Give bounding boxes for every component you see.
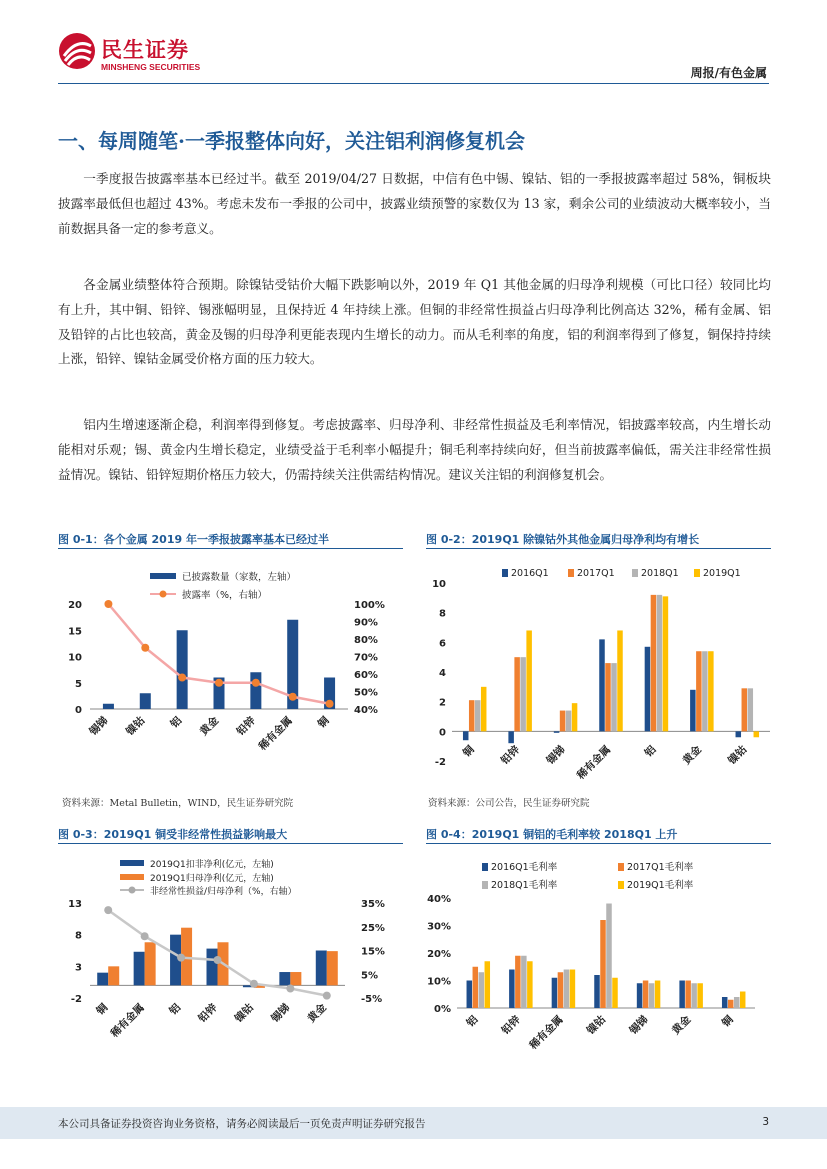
bar-2016q1 xyxy=(554,731,560,732)
report-type: 周报/有色金属 xyxy=(690,66,767,80)
bar-2016q1毛利率 xyxy=(467,981,473,1009)
category-label: 铜 xyxy=(94,1001,111,1018)
legend-swatch xyxy=(568,569,574,577)
legend-label: 2019Q1扣非净利(亿元，左轴) xyxy=(150,860,274,870)
legend-swatch xyxy=(502,569,508,577)
bar-2016q1 xyxy=(508,731,514,743)
bar-2018q1 xyxy=(520,657,526,731)
y-tick-right: 35% xyxy=(361,899,385,910)
figure-4-title: 图 0-4：2019Q1 铜铝的毛利率较 2018Q1 上升 xyxy=(426,828,678,841)
bar-2018q1毛利率 xyxy=(649,983,655,1008)
legend-marker xyxy=(129,887,136,894)
bar-net-profit xyxy=(327,951,338,985)
bar-2016q1 xyxy=(690,690,696,732)
bar-2019q1毛利率 xyxy=(612,978,618,1008)
y-tick: 10 xyxy=(432,579,446,590)
bar-deducted-profit xyxy=(207,949,218,986)
chart-gross-margin xyxy=(420,850,775,1100)
y-tick-left: 20 xyxy=(68,600,82,611)
bar-2018q1毛利率 xyxy=(691,983,697,1008)
figure-2-source: 资料来源：公司公告，民生证券研究院 xyxy=(428,798,590,809)
bar-2019q1毛利率 xyxy=(740,992,746,1009)
bar-2019q1毛利率 xyxy=(570,970,576,1009)
y-tick-right: 100% xyxy=(354,600,385,611)
y-tick-left: 15 xyxy=(68,626,82,638)
footer-disclaimer: 本公司具备证券投资咨询业务资格，请务必阅读最后一页免责声明证券研究报告 xyxy=(58,1118,426,1130)
category-label: 铝 xyxy=(168,714,185,731)
category-label: 铜 xyxy=(460,743,477,760)
bar-2017q1毛利率 xyxy=(515,956,521,1008)
y-tick: 0% xyxy=(434,1004,451,1015)
category-label: 铜 xyxy=(315,714,332,731)
category-label: 黄金 xyxy=(197,714,222,738)
category-label: 稀有金属 xyxy=(527,1013,566,1052)
category-label: 镍钴 xyxy=(232,1001,257,1025)
legend-swatch xyxy=(618,863,624,871)
point-disclosure-rate xyxy=(215,679,223,687)
bar-deducted-profit xyxy=(134,952,145,986)
bar-2018q1 xyxy=(611,663,617,731)
legend-label: 2019Q1归母净利(亿元，左轴) xyxy=(150,874,274,884)
y-tick: 0 xyxy=(439,727,446,739)
point-disclosure-rate xyxy=(252,679,260,687)
legend-swatch xyxy=(694,569,700,577)
y-tick: -2 xyxy=(434,757,446,768)
point-nonrecurring-ratio xyxy=(141,932,149,940)
bar-2016q1 xyxy=(599,639,605,731)
bar-2018q1 xyxy=(475,700,481,731)
y-tick-left: 13 xyxy=(68,899,82,910)
category-label: 黄金 xyxy=(669,1013,694,1037)
category-label: 铝 xyxy=(464,1013,481,1030)
category-label: 黄金 xyxy=(680,743,704,767)
bar-2017q1 xyxy=(651,595,657,731)
legend-label: 2016Q1毛利率 xyxy=(491,862,558,873)
y-tick-left: 10 xyxy=(68,652,82,664)
bar-2018q1毛利率 xyxy=(521,956,527,1008)
bar-2019q1毛利率 xyxy=(655,981,661,1009)
bar-2017q1毛利率 xyxy=(558,972,564,1008)
figure-1-source: 资料来源：Metal Bulletin，WIND，民生证券研究院 xyxy=(62,798,294,809)
category-label: 黄金 xyxy=(305,1001,329,1025)
bar-2018q1 xyxy=(702,651,708,731)
y-tick: 10% xyxy=(427,976,451,988)
bar-2019q1 xyxy=(663,596,669,731)
y-tick-right: 90% xyxy=(354,617,378,629)
bar-net-profit xyxy=(145,942,156,985)
category-label: 镍钴 xyxy=(124,714,148,738)
minsheng-logo-icon xyxy=(58,32,96,70)
figure-1-title: 图 0-1：各个金属 2019 年一季报披露率基本已经过半 xyxy=(58,533,329,546)
figure-2-rule xyxy=(426,548,771,549)
category-label: 稀有金属 xyxy=(108,1001,147,1040)
point-disclosure-rate xyxy=(178,674,186,682)
figure-4-rule xyxy=(426,843,771,844)
point-nonrecurring-ratio xyxy=(214,956,222,964)
bar-2019q1毛利率 xyxy=(697,983,703,1008)
category-label: 铝 xyxy=(642,743,659,760)
bar-2016q1 xyxy=(736,731,742,737)
y-tick-left: 8 xyxy=(75,930,82,942)
point-nonrecurring-ratio xyxy=(177,954,185,962)
section-title: 一、每周随笔·一季报整体向好，关注铝利润修复机会 xyxy=(58,129,525,153)
figure-3-title: 图 0-3：2019Q1 铜受非经常性损益影响最大 xyxy=(58,828,288,841)
category-label: 锡锑 xyxy=(544,743,568,767)
bar-2016q1毛利率 xyxy=(679,981,685,1009)
y-tick: 4 xyxy=(439,668,446,679)
bar-2016q1毛利率 xyxy=(722,997,728,1008)
legend-label: 2018Q1 xyxy=(641,568,679,579)
y-tick-right: 25% xyxy=(361,922,385,934)
point-nonrecurring-ratio xyxy=(323,992,331,1000)
legend-label: 2018Q1毛利率 xyxy=(491,880,558,891)
legend-label: 2019Q1 xyxy=(703,568,741,579)
y-tick: 2 xyxy=(439,697,446,709)
y-tick-right: 60% xyxy=(354,670,378,681)
figure-2-title: 图 0-2：2019Q1 除镍钴外其他金属归母净利均有增长 xyxy=(426,533,700,546)
paragraph-1: 一季度报告披露率基本已经过半。截至 2019/04/27 日数据，中信有色中锡、镍钴、铝的一季报披露率超过 58%，铜板块披露率最低但也超过 43%。考虑未发布一季报的公司中，披露业绩预警的家数仅为 13 家，剩余公司的业绩波动大概率较小，当前数据具备一定的参考意义。 xyxy=(58,171,771,236)
y-tick-left: 0 xyxy=(75,705,82,716)
bar-2017q1毛利率 xyxy=(473,967,479,1008)
bar-deducted-profit xyxy=(97,973,108,986)
bar-2016q1毛利率 xyxy=(637,983,643,1008)
bar-2018q1毛利率 xyxy=(734,997,740,1008)
legend-label: 已披露数量（家数，左轴） xyxy=(182,572,297,583)
bar-2017q1毛利率 xyxy=(728,1000,734,1008)
category-label: 铅锌 xyxy=(234,714,258,738)
footer xyxy=(0,1107,827,1139)
legend-label: 2017Q1毛利率 xyxy=(627,862,694,873)
legend-swatch xyxy=(120,860,144,866)
bar-2016q1毛利率 xyxy=(509,970,514,1009)
legend-swatch xyxy=(482,863,488,871)
category-label: 铅锌 xyxy=(196,1001,220,1025)
page-number: 3 xyxy=(762,1116,769,1128)
bar-2019q1 xyxy=(526,630,532,731)
paragraph-2: 各金属业绩整体符合预期。除镍钴受钴价大幅下跌影响以外，2019 年 Q1 其他金属的归母净利规模（可比口径）较同比均有上升，其中铜、铅锌、锡涨幅明显，且保持近 4 年持续上涨。但铜的非经常性损益占归母净利比例高达 32%，稀有金属、铝及铅锌的占比也较高，黄金及锡的归母净利更能表现内生增长的动力。而从毛利率的角度，铝的利润率得到了修复，铜保持持续上涨，铅锌、镍钴金属受价格方面的压力较大。 xyxy=(58,277,771,367)
legend-swatch xyxy=(150,573,176,579)
bar-2018q1毛利率 xyxy=(564,970,570,1009)
bar-2018q1 xyxy=(657,595,663,731)
bar-2019q1毛利率 xyxy=(527,961,533,1008)
bar-2018q1毛利率 xyxy=(479,972,485,1008)
legend-label: 披露率（%，右轴） xyxy=(182,590,268,601)
y-tick-left: 5 xyxy=(75,678,82,690)
point-disclosure-rate xyxy=(141,644,149,652)
logo xyxy=(58,32,218,80)
bar-2019q1 xyxy=(572,703,578,731)
bar-net-profit xyxy=(108,966,119,985)
category-label: 镍钴 xyxy=(584,1013,609,1037)
y-tick: 40% xyxy=(427,894,451,905)
y-tick: 8 xyxy=(439,608,446,620)
bar-2019q1毛利率 xyxy=(485,961,491,1008)
point-nonrecurring-ratio xyxy=(104,906,112,914)
paragraph-3: 铝内生增速逐渐企稳，利润率得到修复。考虑披露率、归母净利、非经常性损益及毛利率情况，铝披露率较高，内生增长动能相对乐观；锡、黄金内生增长稳定，业绩受益于毛利率小幅提升；铜毛利率持续向好，但当前披露率偏低，需关注非经常性损益情况。镍钴、铅锌短期价格压力较大，仍需持续关注供需结构情况。建议关注铝的利润修复机会。 xyxy=(58,417,771,482)
y-tick-right: 80% xyxy=(354,635,378,646)
category-label: 锡锑 xyxy=(269,1001,293,1025)
y-tick-right: 5% xyxy=(361,970,378,982)
bar-2017q1 xyxy=(742,688,748,731)
figure-3-rule xyxy=(58,843,403,844)
chart-net-profit xyxy=(420,556,775,786)
bar-disclosed-count xyxy=(103,704,114,709)
legend-label: 2017Q1 xyxy=(577,568,615,579)
bar-disclosed-count xyxy=(177,630,188,709)
bar-disclosed-count xyxy=(250,672,261,709)
bar-deducted-profit xyxy=(316,951,327,986)
bar-2018q1 xyxy=(748,688,754,731)
y-tick-right: 40% xyxy=(354,705,378,716)
bar-2016q1 xyxy=(463,731,469,740)
category-label: 铜 xyxy=(719,1013,736,1030)
bar-2017q1 xyxy=(696,651,702,731)
y-tick-right: 70% xyxy=(354,652,378,664)
bar-2017q1 xyxy=(560,711,566,732)
y-tick: 6 xyxy=(439,638,446,650)
y-tick-left: -2 xyxy=(70,994,82,1005)
y-tick-right: 15% xyxy=(361,946,385,958)
y-tick: 20% xyxy=(427,949,451,960)
bar-net-profit xyxy=(290,972,301,985)
category-label: 镍钴 xyxy=(726,743,750,767)
bar-2016q1毛利率 xyxy=(552,978,558,1008)
point-disclosure-rate xyxy=(289,693,297,701)
bar-2017q1 xyxy=(514,657,520,731)
legend-swatch xyxy=(482,881,488,889)
category-label: 铅锌 xyxy=(499,1013,523,1037)
chart-nonrecurring xyxy=(58,850,403,1100)
y-tick-left: 3 xyxy=(75,962,82,974)
bar-2019q1 xyxy=(708,651,714,731)
bar-2016q1 xyxy=(645,647,651,732)
legend-swatch xyxy=(618,881,624,889)
bar-2019q1 xyxy=(754,731,760,737)
logo-english-name: MINSHENG SECURITIES xyxy=(101,62,201,72)
bar-2017q1毛利率 xyxy=(643,981,649,1009)
legend-label: 非经常性损益/归母净利（%，右轴） xyxy=(150,887,297,897)
category-label: 稀有金属 xyxy=(574,743,614,782)
legend-marker xyxy=(160,591,167,598)
bar-2019q1 xyxy=(481,687,487,732)
point-disclosure-rate xyxy=(326,700,334,708)
logo-chinese-name: 民生证券 xyxy=(101,38,189,62)
bar-2018q1毛利率 xyxy=(606,904,612,1009)
bar-2018q1 xyxy=(566,711,572,732)
point-disclosure-rate xyxy=(104,600,112,608)
category-label: 铝 xyxy=(167,1001,184,1018)
bar-2017q1 xyxy=(605,663,611,731)
category-label: 锡锑 xyxy=(627,1013,651,1037)
point-nonrecurring-ratio xyxy=(286,985,294,993)
bar-2017q1 xyxy=(469,700,475,731)
category-label: 锡锑 xyxy=(87,714,111,738)
legend-swatch xyxy=(632,569,638,577)
figure-1-rule xyxy=(58,548,403,549)
bar-2019q1 xyxy=(617,630,623,731)
y-tick-right: 50% xyxy=(354,687,378,699)
bar-disclosed-count xyxy=(140,693,151,709)
bar-2016q1毛利率 xyxy=(594,975,600,1008)
category-label: 稀有金属 xyxy=(256,714,295,753)
point-nonrecurring-ratio xyxy=(250,980,258,988)
category-label: 铅锌 xyxy=(498,743,523,767)
legend-label: 2019Q1毛利率 xyxy=(627,880,694,891)
y-tick: 30% xyxy=(427,921,451,933)
bar-deducted-profit xyxy=(279,972,290,985)
y-tick-right: -5% xyxy=(361,994,383,1005)
legend-swatch xyxy=(120,874,144,880)
header-divider xyxy=(58,83,769,84)
bar-2017q1毛利率 xyxy=(685,981,691,1009)
bar-2017q1毛利率 xyxy=(600,920,606,1008)
legend-label: 2016Q1 xyxy=(511,568,549,579)
chart-disclosure-rate xyxy=(58,556,403,786)
